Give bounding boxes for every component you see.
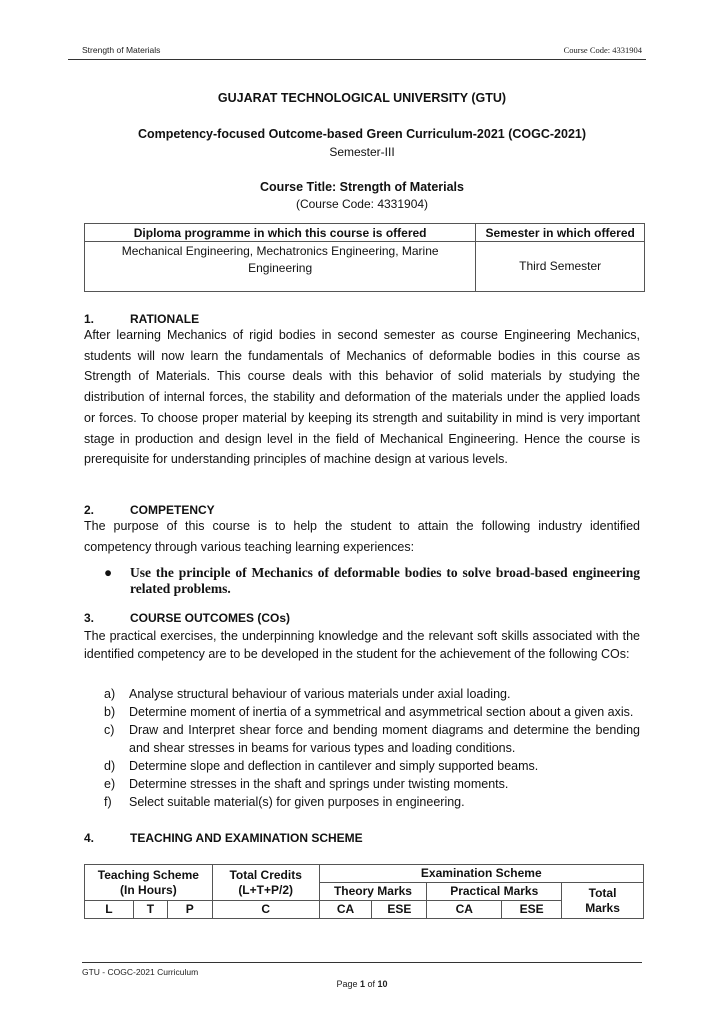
table-header-cell: Semester in which offered [476, 224, 645, 242]
section-number: 4. [84, 831, 95, 845]
header-course-code: Course Code: 4331904 [563, 45, 642, 55]
item-label: a) [104, 687, 116, 701]
col-theory-ca-header: CA [319, 901, 372, 919]
list-item [104, 757, 640, 775]
teaching-scheme-header [85, 865, 213, 901]
total-credits-header [212, 865, 319, 901]
curriculum-title: Competency-focused Outcome-based Green Curriculum-2021 (COGC-2021) [137, 127, 587, 141]
item-text: Analyse structural behaviour of various materials under axial loading. [129, 687, 511, 701]
col-practical-ese-header: ESE [502, 901, 562, 919]
table-cell: Third Semester [476, 242, 645, 292]
credits-formula-label: (L+T+P/2) [238, 882, 293, 897]
list-item [104, 685, 640, 703]
page-total: 10 [377, 979, 388, 989]
table-header-cell: Diploma programme in which this course is offered [85, 224, 476, 242]
section-title: COURSE OUTCOMES (COs) [130, 611, 291, 625]
examination-scheme-header: Examination Scheme [319, 865, 643, 883]
section-title: COMPETENCY [130, 503, 215, 517]
in-hours-label: (In Hours) [120, 882, 177, 897]
item-label: d) [104, 759, 116, 773]
col-theory-ese-header: ESE [372, 901, 427, 919]
item-text: Determine moment of inertia of a symmetrical and asymmetrical section about a given axis. [129, 705, 634, 719]
total-marks-header [562, 883, 644, 919]
practical-marks-header: Practical Marks [427, 883, 562, 901]
page-current: 1 [359, 979, 365, 989]
item-text: Determine stresses in the shaft and springs under twisting moments. [129, 777, 509, 791]
programme-table [84, 223, 645, 292]
page-of: of [365, 979, 378, 989]
list-item [104, 793, 640, 811]
item-label: b) [104, 705, 116, 719]
course-outcomes-list [104, 685, 640, 811]
competency-statement: Use the principle of Mechanics of deformable bodies to solve broad-based engineering related problems. [130, 565, 640, 596]
section-heading-scheme [84, 831, 363, 845]
list-item [104, 703, 640, 721]
marks-label: Marks [585, 900, 620, 915]
footer-divider [82, 962, 642, 963]
teaching-examination-scheme-table [84, 864, 644, 919]
item-label: f) [104, 795, 112, 809]
bullet-icon: ● [104, 565, 113, 580]
col-c-header: C [212, 901, 319, 919]
section-number: 2. [84, 503, 95, 517]
footer-curriculum: GTU - COGC-2021 Curriculum [82, 967, 199, 977]
section-number: 1. [84, 312, 95, 326]
university-title: GUJARAT TECHNOLOGICAL UNIVERSITY (GTU) [217, 91, 507, 105]
col-practical-ca-header: CA [427, 901, 502, 919]
teaching-scheme-label: Teaching Scheme [97, 867, 199, 882]
item-label: e) [104, 777, 116, 791]
rationale-text: After learning Mechanics of rigid bodies in second semester as course Engineering Mechanics, students will now learn the fundamentals of Mechanics of deformable bodies in this course as Strength of Materials. This course deals with this behavior of solid materials by studying the distribution of internal forces, the stability and deformation of the materials under the applied loads or forces. To choose proper material by keeping its strength and suitability in mind is very important stage in production and design level in the field of Mechanical Engineering. Hence the course is prerequisite for understanding principles of machine design at various levels. [84, 328, 640, 467]
item-text: Determine slope and deflection in cantilever and simply supported beams. [129, 759, 539, 773]
item-text: Select suitable material(s) for given purposes in engineering. [129, 795, 465, 809]
theory-marks-header: Theory Marks [319, 883, 427, 901]
list-item [104, 775, 640, 793]
course-code: (Course Code: 4331904) [295, 197, 429, 211]
table-row [85, 242, 645, 292]
header-course-name: Strength of Materials [82, 45, 161, 55]
course-title: Course Title: Strength of Materials [260, 180, 464, 194]
semester-label: Semester-III [329, 145, 395, 159]
header-divider [68, 59, 646, 60]
section-title: TEACHING AND EXAMINATION SCHEME [130, 831, 363, 845]
competency-bullet [104, 565, 640, 597]
section-number: 3. [84, 611, 95, 625]
page-prefix: Page [336, 979, 360, 989]
total-label: Total [588, 885, 617, 900]
section-title: RATIONALE [130, 312, 200, 326]
page-number [0, 979, 724, 989]
item-label: c) [104, 723, 115, 737]
competency-text: The purpose of this course is to help the student to attain the following industry identified competency through various teaching learning experiences: [84, 519, 640, 554]
course-outcomes-intro: The practical exercises, the underpinning knowledge and the relevant soft skills associated with the identified competency are to be developed in the student for the achievement of the following COs: [84, 629, 640, 661]
table-cell: Mechanical Engineering, Mechatronics Engineering, Marine Engineering [85, 242, 476, 292]
section-heading-competency [84, 503, 215, 517]
table-header-row [85, 224, 645, 242]
list-item [104, 721, 640, 757]
col-l-header: L [85, 901, 134, 919]
col-p-header: P [167, 901, 212, 919]
total-credits-label: Total Credits [229, 867, 302, 882]
col-t-header: T [133, 901, 167, 919]
section-heading-rationale [84, 312, 199, 326]
item-text: Draw and Interpret shear force and bending moment diagrams and determine the bending and shear stresses in beams for various types and loading conditions. [129, 723, 640, 755]
section-heading-course-outcomes [84, 611, 290, 625]
